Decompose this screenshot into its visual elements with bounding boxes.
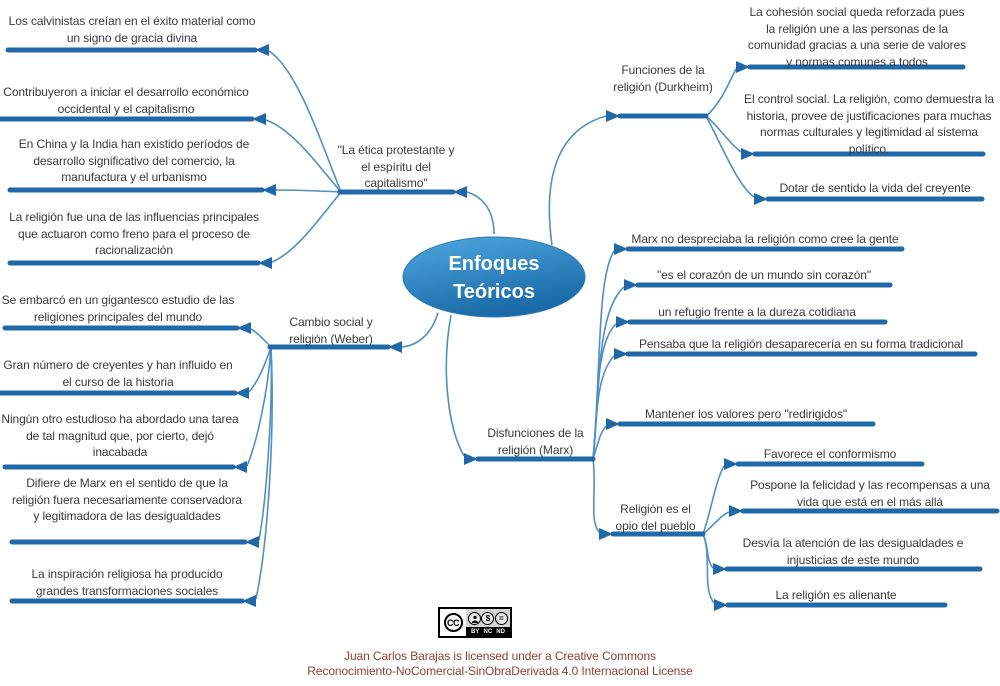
branch-label-opio: Religión es el opio del pueblo [615,502,696,533]
arrowhead-icon [245,536,259,548]
connector-center-durkheim [549,116,606,245]
arrowhead-icon [606,418,620,430]
arrowhead-icon [255,44,269,56]
cc-strip [466,627,510,636]
connector-weber-leaf4 [259,347,271,540]
leaf-node: La religión fue una de las influencias principales que actuaron como freno para el proceso de racionalización [9,210,259,257]
leaf-node: Se embarcó en un gigantesco estudio de las religiones principales del mundo [1,293,235,324]
connector-marx-opio [593,459,599,532]
leaf-node: Mantener los valores pero "redirigidos" [644,407,848,421]
connector-durkheim-leaf2 [706,116,741,152]
cc-license-badge [438,607,512,638]
leaf-node: El control social. La religión, como demuestra la historia, provee de justificaciones para muchas normas culturales y legitimidad al sistema político. [744,92,994,156]
connector-center-etica [467,192,494,234]
leaf-node: Ningún otro estudioso ha abordado una tarea de tal magnitud que, por cierto, dejó inacabada [1,412,239,459]
leaf-node: un refugio frente a la dureza cotidiana [658,305,856,319]
leaf-node: Dotar de sentido la vida del creyente [779,181,971,195]
leaf-node: La inspiración religiosa ha producido grandes transformaciones sociales [31,567,223,598]
arrowhead-icon [242,595,256,607]
cc-by-person-icon [468,612,481,625]
leaf-node: La cohesión social queda reforzada pues la religión une a las personas de la comunidad gracias a una serie de valores y normas comunes a todos [747,5,967,69]
leaf-node: Desvía la atención de las desigualdades e injusticias de este mundo [742,536,964,567]
cc-logo-icon: CC [444,613,463,632]
leaf-node: Pensaba que la religión desaparecería en su forma tradicional [638,337,964,351]
leaf-node: Contribuyeron a iniciar el desarrollo económico occidental y el capitalismo [3,85,249,116]
connector-weber-leaf3 [247,347,271,466]
cc-nc-dollar-icon: $ [481,612,494,625]
branch-label-marx: Disfunciones de la religión (Marx) [487,426,584,457]
arrowhead-icon [252,113,266,125]
leaf-node: En China y la India han existido períodos de desarrollo significativo del comercio, la manufactura y el urbanismo [18,137,250,184]
arrowhead-icon [237,322,251,334]
license-caption-line1: Juan Carlos Barajas is licensed under a Creative Commons [344,649,656,663]
arrowhead-icon [464,453,478,465]
branch-label-durkheim: Funciones de la religión (Durkheim) [613,63,713,94]
arrowhead-icon [258,257,272,269]
cc-conditions-cell [466,609,510,636]
branch-label-weber: Cambio social y religión (Weber) [289,315,373,346]
connector-weber-leaf5 [256,347,272,599]
leaf-node: "es el corazón de un mundo sin corazón" [656,268,872,282]
connector-marx-leaf3 [593,324,616,459]
arrowhead-icon [388,341,402,353]
arrowhead-icon [606,110,620,122]
connector-etica-leaf1 [269,51,341,192]
arrowhead-icon [235,387,249,399]
cc-nd-label: ND [496,628,505,635]
leaf-node: Gran número de creyentes y han influido en el curso de la historia [3,358,233,389]
leaf-node: La religión es alienante [775,588,897,602]
leaf-node: Pospone la felicidad y las recompensas a una vida que está en el más allá [750,478,990,509]
leaf-node: Marx no despreciaba la religión como cree la gente [631,232,899,246]
center-node-title: Enfoques Teóricos [448,253,540,303]
cc-nc-label: NC [483,628,493,635]
arrowhead-icon [714,599,728,611]
connector-etica-leaf4 [272,192,341,262]
connector-weber-leaf1 [251,329,271,347]
connector-opio-leaf4 [703,534,714,603]
cc-nd-equals-icon: = [495,612,508,625]
arrowhead-icon [262,184,276,196]
cc-by-label: BY [471,628,480,635]
connector-etica-leaf3 [276,190,341,192]
arrowhead-icon [713,563,727,575]
arrowhead-icon [233,461,247,473]
arrowhead-icon [624,279,638,291]
connector-etica-leaf2 [266,120,341,192]
arrowhead-icon [616,316,630,328]
connector-center-marx [446,315,464,456]
cc-logo-cell [440,609,466,636]
leaf-node: Favorece el conformismo [763,447,897,461]
leaf-node: Los calvinistas creían en el éxito material como un signo de gracia divina [8,14,256,45]
leaf-node: Difiere de Marx en el sentido de que la religión fuera necesariamente conservadora y legitimadora de las desigualdades [12,476,242,523]
license-caption-line2: Reconocimiento-NoComercial-SinObraDerivada 4.0 Internacional License [307,664,693,678]
connector-center-weber [402,313,438,347]
branch-label-etica: "La ética protestante y el espíritu del capitalismo" [337,143,455,190]
arrowhead-icon [729,505,743,517]
connector-weber-leaf2 [249,347,271,392]
